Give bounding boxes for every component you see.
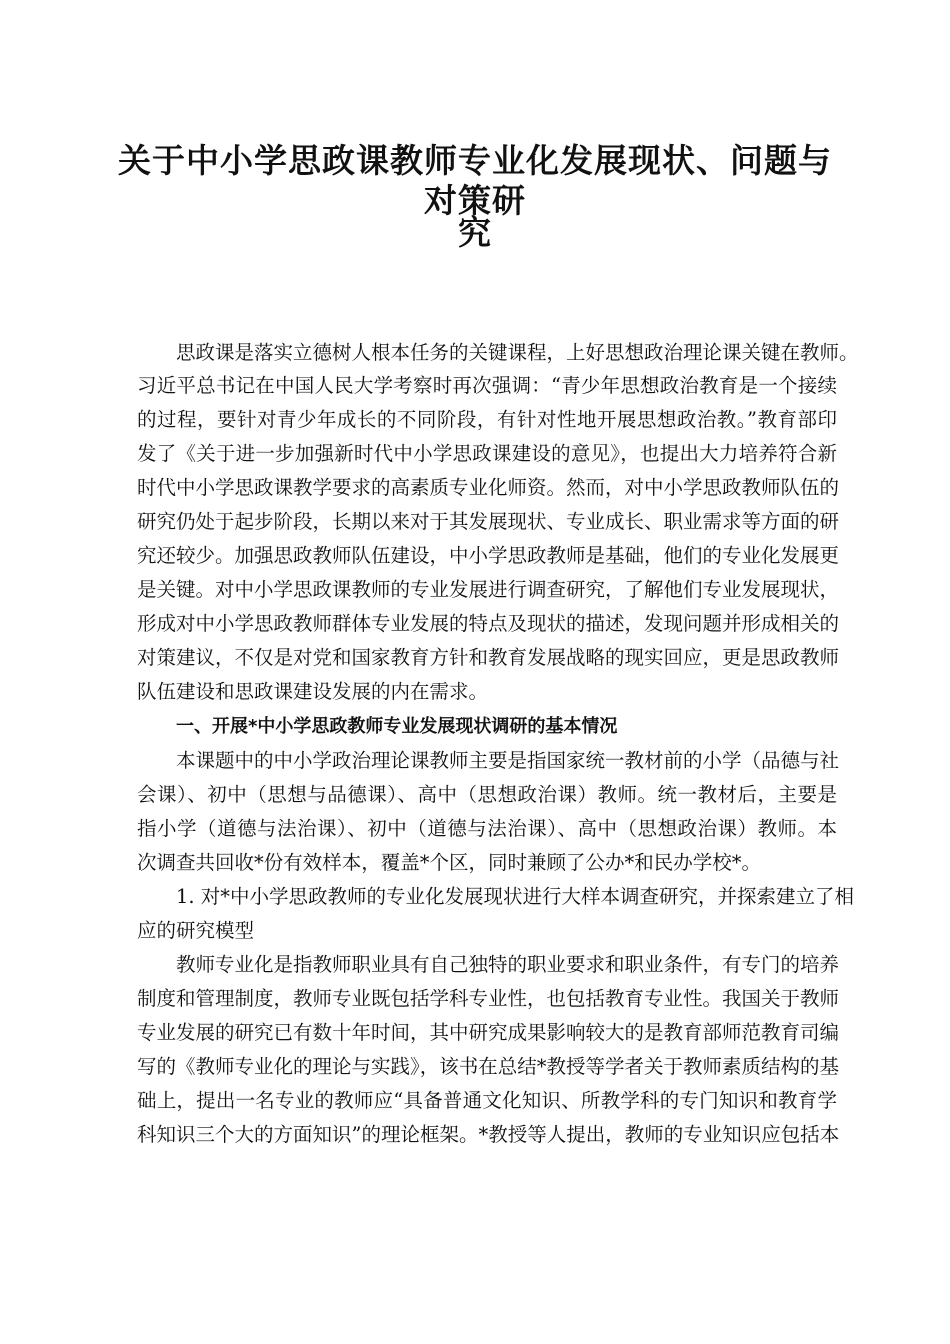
paragraph-1-line-4: 发了《关于进一步加强新时代中小学思政课建设的意见》，也提出大力培养符合新 xyxy=(137,442,837,465)
paragraph-1-line-6: 研究仍处于起步阶段，长期以来对于其发展现状、专业成长、职业需求等方面的研 xyxy=(137,510,840,533)
paragraph-1-line-2: 习近平总书记在中国人民大学考察时再次强调：“青少年思想政治教育是一个接续 xyxy=(137,374,837,397)
section-heading-1: 一、开展*中小学思政教师专业发展现状调研的基本情况 xyxy=(176,716,618,737)
paragraph-3-line-6: 科知识三个大的方面知识”的理论框架。*教授等人提出，教师的专业知识应包括本 xyxy=(137,1123,840,1146)
paragraph-1-line-11: 队伍建设和思政课建设发展的内在需求。 xyxy=(137,680,489,703)
document-title-line-1: 关于中小学思政课教师专业化发展现状、问题与对策研 xyxy=(118,141,832,220)
paragraph-1-line-8: 是关键。对中小学思政课教师的专业发展进行调查研究，了解他们专业发展现状， xyxy=(137,578,840,601)
paragraph-3-line-5: 础上，提出一名专业的教师应“具备普通文化知识、所教学科的专门知识和教育学 xyxy=(137,1089,837,1112)
subheading-1-line-2: 应的研究模型 xyxy=(137,919,255,942)
subheading-1-line-1: 1. 对*中小学思政教师的专业化发展现状进行大样本调查研究，并探索建立了相 xyxy=(176,885,855,908)
paragraph-3-line-1: 教师专业化是指教师职业具有自己独特的职业要求和职业条件，有专门的培养 xyxy=(176,953,840,976)
paragraph-2-line-2: 会课）、初中（思想与品德课）、高中（思想政治课）教师。统一教材后，主要是 xyxy=(137,783,837,806)
paragraph-3-line-3: 专业发展的研究已有数十年时间，其中研究成果影响较大的是教育部师范教育司编 xyxy=(137,1021,840,1044)
paragraph-2-line-3: 指小学（道德与法治课）、初中（道德与法治课）、高中（思想政治课）教师。本 xyxy=(137,817,837,840)
paragraph-1-line-7: 究还较少。加强思政教师队伍建设，中小学思政教师是基础，他们的专业化发展更 xyxy=(137,544,840,567)
paragraph-1-line-3: 的过程，要针对青少年成长的不同阶段，有针对性地开展思想政治教。”教育部印 xyxy=(137,408,837,431)
paragraph-2-line-1: 本课题中的中小学政治理论课教师主要是指国家统一教材前的小学（品德与社 xyxy=(176,749,840,772)
paragraph-1-line-9: 形成对中小学思政教师群体专业发展的特点及现状的描述，发现问题并形成相关的 xyxy=(137,612,840,635)
paragraph-1-line-5: 时代中小学思政课教学要求的高素质专业化师资。然而，对中小学思政教师队伍的 xyxy=(137,476,840,499)
paragraph-3-line-2: 制度和管理制度，教师专业既包括学科专业性，也包括教育专业性。我国关于教师 xyxy=(137,987,840,1010)
paragraph-1-line-1: 思政课是落实立德树人根本任务的关键课程，上好思想政治理论课关键在教师。 xyxy=(176,341,859,364)
paragraph-3-line-4: 写的《教师专业化的理论与实践》，该书在总结*教授等学者关于教师素质结构的基 xyxy=(137,1055,840,1078)
document-title-line-2: 究 xyxy=(458,213,492,252)
paragraph-1-line-10: 对策建议，不仅是对党和国家教育方针和教育发展战略的现实回应，更是思政教师 xyxy=(137,646,840,669)
paragraph-2-line-4: 次调查共回收*份有效样本，覆盖*个区，同时兼顾了公办*和民办学校*。 xyxy=(137,851,762,874)
